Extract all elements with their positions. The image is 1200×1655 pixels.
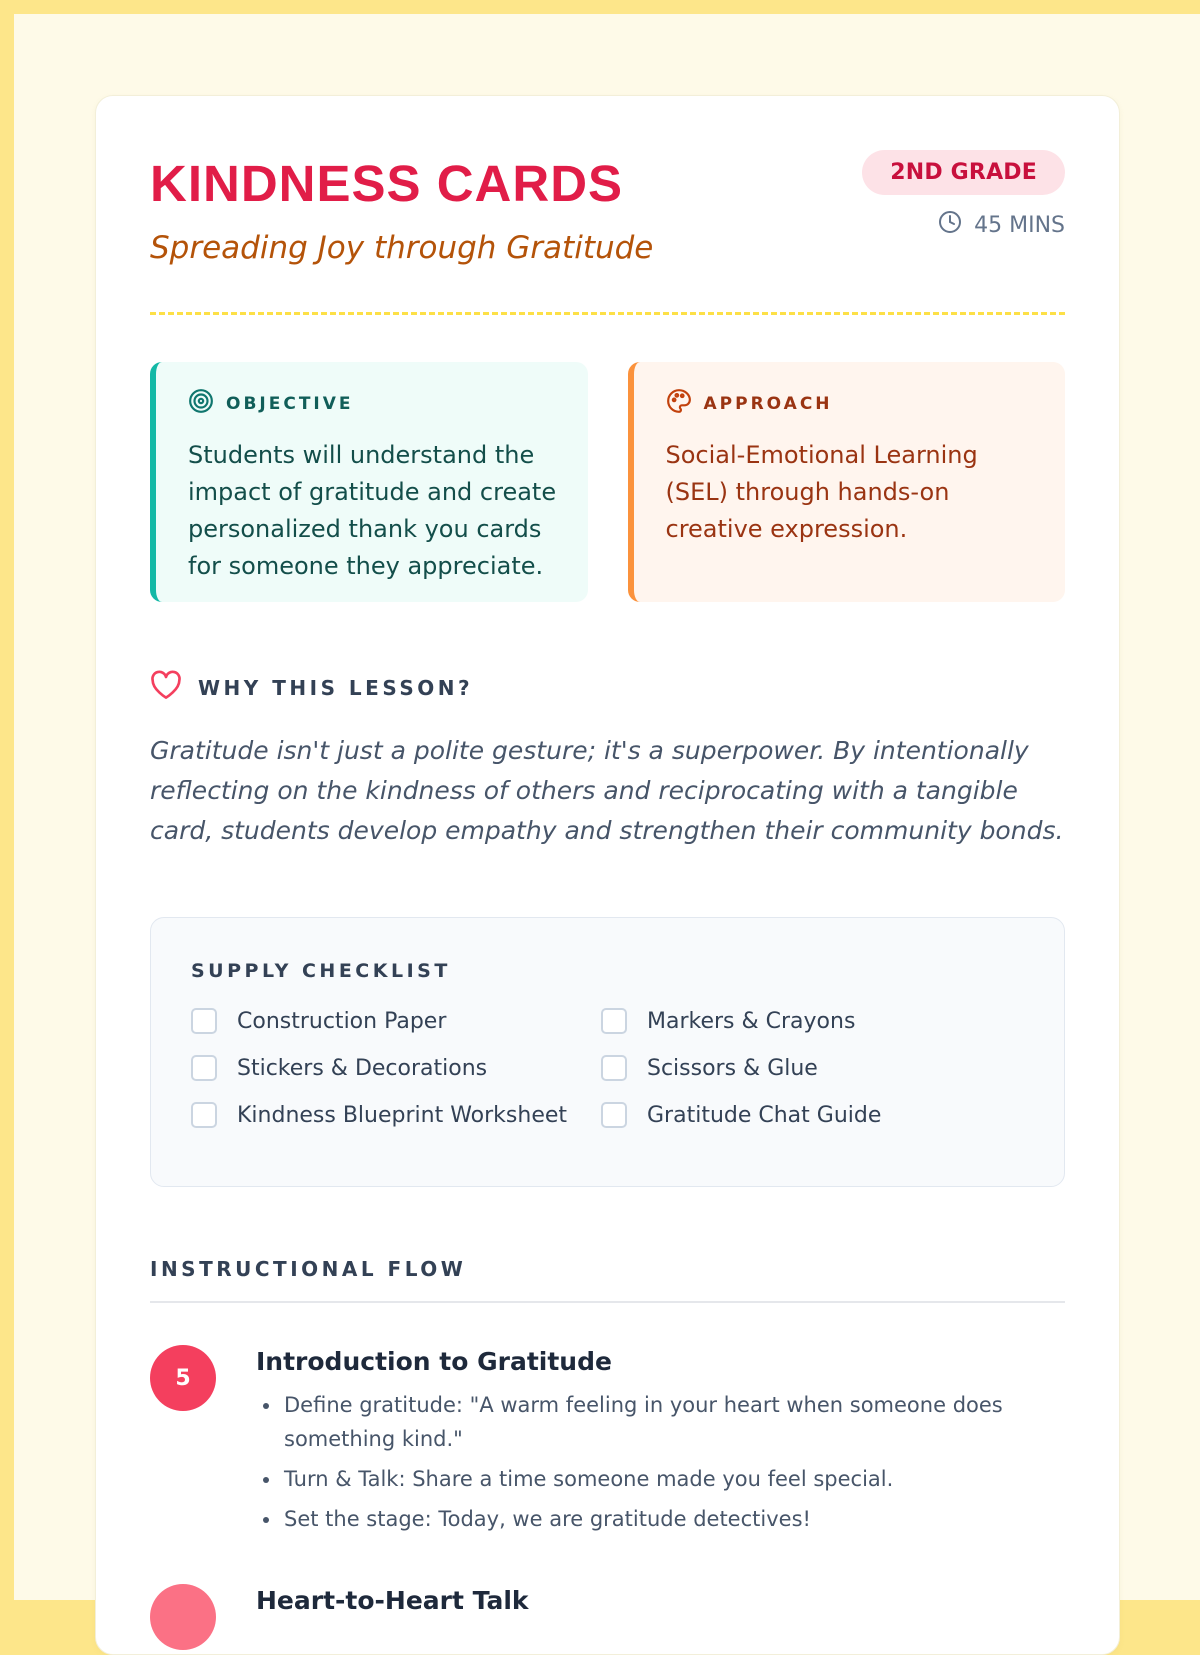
duration	[938, 210, 1065, 240]
step-body	[256, 1345, 1065, 1542]
supply-grid	[191, 1008, 1024, 1128]
supply-item-label: Markers & Crayons	[647, 1008, 856, 1034]
checkbox[interactable]	[601, 1055, 627, 1081]
heart-icon	[150, 670, 182, 705]
palette-icon	[666, 388, 692, 419]
flow-heading: INSTRUCTIONAL FLOW	[150, 1257, 1065, 1303]
lesson-subtitle: Spreading Joy through Gratitude	[150, 230, 654, 266]
supply-item[interactable]	[601, 1102, 1011, 1128]
dashed-divider	[150, 312, 1065, 315]
step-number	[150, 1584, 216, 1650]
supply-item-label: Scissors & Glue	[647, 1055, 818, 1081]
objective-text: Students will understand the impact of gratitude and create personalized thank you cards for someone they appreciate.	[188, 441, 557, 580]
supply-heading: SUPPLY CHECKLIST	[191, 960, 451, 982]
supply-item-label: Construction Paper	[237, 1008, 447, 1034]
flow-step	[150, 1345, 1065, 1542]
step-bullet: • Set the stage: Today, we are gratitude detectives!	[282, 1502, 1065, 1536]
supply-item-label: Kindness Blueprint Worksheet	[237, 1102, 568, 1128]
step-bullet: • Turn & Talk: Share a time someone made you feel special.	[282, 1462, 1065, 1496]
objective-heading	[188, 388, 560, 419]
page-background	[14, 14, 1200, 1615]
step-bullet: • Define gratitude: "A warm feeling in your heart when someone does something kind."	[282, 1388, 1065, 1456]
info-row	[150, 362, 1065, 602]
checkbox[interactable]	[601, 1008, 627, 1034]
step-bullets	[256, 1388, 1065, 1536]
step-body	[256, 1584, 529, 1650]
clock-icon	[938, 210, 962, 240]
target-icon	[188, 388, 214, 419]
why-text: Gratitude isn't just a polite gesture; it's a superpower. By intentionally reflecting on the kindness of others and reciprocating with a tangible card, students develop empathy and strengthen their community bonds.	[150, 736, 1064, 845]
grade-badge: 2ND GRADE	[862, 150, 1065, 195]
supply-item[interactable]	[601, 1008, 1011, 1034]
supply-item[interactable]	[191, 1102, 601, 1128]
flow-step	[150, 1584, 1065, 1650]
checkbox[interactable]	[601, 1102, 627, 1128]
supply-item[interactable]	[191, 1008, 601, 1034]
approach-text: Social-Emotional Learning (SEL) through hands-on creative expression.	[665, 441, 978, 543]
why-heading	[150, 670, 1065, 705]
why-label: WHY THIS LESSON?	[198, 675, 474, 700]
objective-label: OBJECTIVE	[226, 393, 354, 414]
step-title: Heart-to-Heart Talk	[256, 1586, 529, 1615]
supply-item[interactable]	[191, 1055, 601, 1081]
approach-label: APPROACH	[703, 393, 833, 414]
supply-item-label: Gratitude Chat Guide	[647, 1102, 882, 1128]
lesson-header	[150, 96, 1065, 326]
step-number: 5	[150, 1345, 216, 1411]
step-title: Introduction to Gratitude	[256, 1347, 612, 1376]
approach-box	[628, 362, 1066, 602]
checkbox[interactable]	[191, 1008, 217, 1034]
approach-heading	[666, 388, 1038, 419]
supply-checklist	[150, 917, 1065, 1187]
lesson-title: KINDNESS CARDS	[150, 155, 624, 212]
supply-item[interactable]	[601, 1055, 1011, 1081]
checkbox[interactable]	[191, 1102, 217, 1128]
supply-item-label: Stickers & Decorations	[237, 1055, 488, 1081]
objective-box	[150, 362, 588, 602]
duration-label: 45 MINS	[974, 212, 1065, 238]
lesson-card	[95, 95, 1120, 1655]
checkbox[interactable]	[191, 1055, 217, 1081]
